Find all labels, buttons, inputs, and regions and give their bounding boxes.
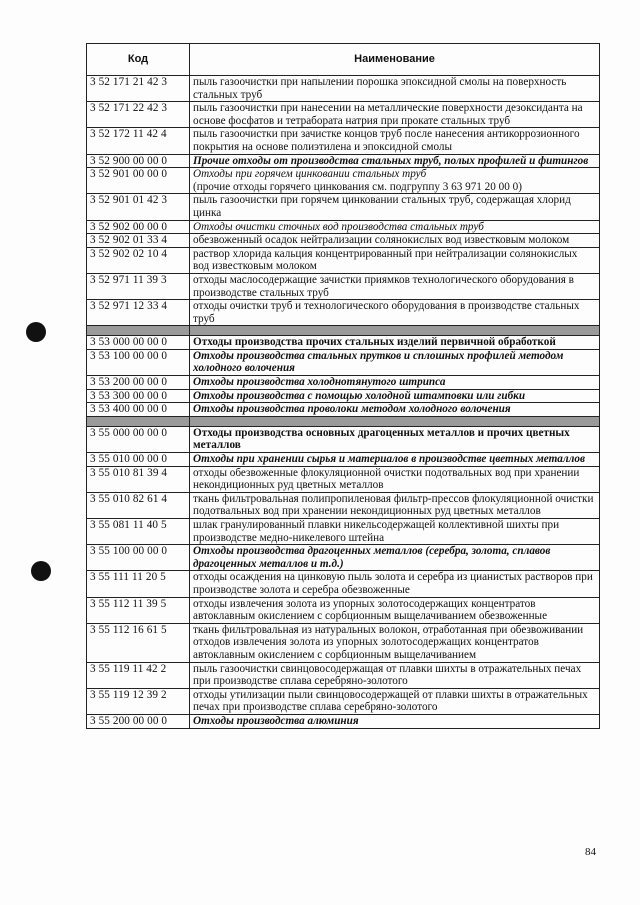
code-cell: 3 52 172 11 42 4 — [87, 128, 190, 154]
table-row — [87, 300, 600, 326]
name-cell: отходы утилизации пыли свинцовосодержащей от плавки шихты в отражательных печах при производстве сплава серебряно-золотого — [190, 688, 600, 714]
table-row — [87, 194, 600, 220]
name-cell: Отходы очистки сточных вод производства стальных труб — [190, 220, 600, 234]
page-number: 84 — [585, 846, 596, 858]
code-cell: 3 55 111 11 20 5 — [87, 571, 190, 597]
table-row — [87, 102, 600, 128]
name-cell: Отходы производства проволоки методом холодного волочения — [190, 403, 600, 417]
code-cell: 3 55 081 11 40 5 — [87, 519, 190, 545]
code-cell: 3 52 971 11 39 3 — [87, 273, 190, 299]
table-header-row — [87, 44, 600, 76]
code-cell: 3 55 010 00 00 0 — [87, 453, 190, 467]
name-note: (прочие отходы горячего цинкования см. подгруппу 3 63 971 20 00 0) — [193, 180, 522, 193]
table-row — [87, 76, 600, 102]
code-cell: 3 52 901 01 42 3 — [87, 194, 190, 220]
separator-cell — [87, 416, 190, 426]
column-header-code: Код — [87, 44, 190, 76]
code-cell: 3 53 000 00 00 0 — [87, 336, 190, 350]
table-row — [87, 128, 600, 154]
name-cell: пыль газоочистки при нанесении на металлические поверхности дезоксиданта на основе фосфатов и тетрабората натрия при прокате стальных труб — [190, 102, 600, 128]
table-row — [87, 714, 600, 728]
separator-cell — [190, 326, 600, 336]
code-cell: 3 52 971 12 33 4 — [87, 300, 190, 326]
table-row — [87, 453, 600, 467]
name-cell: отходы обезвоженные флокуляционной очистки подотвальных вод при хранении некондиционных руд цветных металлов — [190, 466, 600, 492]
code-cell: 3 53 100 00 00 0 — [87, 349, 190, 375]
name-cell: обезвоженный осадок нейтрализации солянокислых вод известковым молоком — [190, 234, 600, 248]
separator-cell — [190, 416, 600, 426]
name-cell: раствор хлорида кальция концентрированный при нейтрализации солянокислых вод известковым молоком — [190, 247, 600, 273]
section-separator-row — [87, 416, 600, 426]
code-cell: 3 55 112 11 39 5 — [87, 597, 190, 623]
name-cell: пыль газоочистки свинцовосодержащая от плавки шихты в отражательных печах при производстве сплава серебряно-золотого — [190, 662, 600, 688]
name-cell: Отходы производства стальных прутков и сплошных профилей методом холодного волочения — [190, 349, 600, 375]
name-cell: отходы извлечения золота из упорных золотосодержащих концентратов автоклавным окислением с сорбционным выщелачиванием обезвоженные — [190, 597, 600, 623]
name-cell: ткань фильтровальная из натуральных волокон, отработанная при обезвоживании отходов извлечения золота из упорных золотосодержащих концентратов автоклавным окислением с сорбционным выщелачиванием — [190, 623, 600, 662]
code-cell: 3 52 901 00 00 0 — [87, 168, 190, 194]
code-cell: 3 53 200 00 00 0 — [87, 376, 190, 390]
name-cell: Прочие отходы от производства стальных труб, полых профилей и фитингов — [190, 154, 600, 168]
table-row — [87, 662, 600, 688]
table-row — [87, 519, 600, 545]
name-cell: Отходы производства драгоценных металлов (серебра, золота, сплавов драгоценных металлов и т.д.) — [190, 545, 600, 571]
waste-classifier-table — [86, 43, 600, 729]
name-cell: Отходы производства прочих стальных изделий первичной обработкой — [190, 336, 600, 350]
table-row — [87, 688, 600, 714]
name-cell: отходы очистки труб и технологического оборудования в производстве стальных труб — [190, 300, 600, 326]
name-cell: отходы маслосодержащие зачистки приямков технологического оборудования в производстве стальных труб — [190, 273, 600, 299]
code-cell: 3 52 900 00 00 0 — [87, 154, 190, 168]
table-row — [87, 389, 600, 403]
code-cell: 3 55 010 81 39 4 — [87, 466, 190, 492]
name-cell: Отходы производства холоднотянутого штрипса — [190, 376, 600, 390]
table-row — [87, 492, 600, 518]
code-cell: 3 55 112 16 61 5 — [87, 623, 190, 662]
section-separator-row — [87, 326, 600, 336]
table-row — [87, 349, 600, 375]
code-cell: 3 55 200 00 00 0 — [87, 714, 190, 728]
name-cell: отходы осаждения на цинковую пыль золота и серебра из цианистых растворов при производстве золота и серебра обезвоженные — [190, 571, 600, 597]
table-row — [87, 623, 600, 662]
table-row — [87, 571, 600, 597]
code-cell: 3 53 300 00 00 0 — [87, 389, 190, 403]
name-cell — [190, 168, 600, 194]
name-cell: Отходы при хранении сырья и материалов в производстве цветных металлов — [190, 453, 600, 467]
punch-hole — [26, 322, 46, 342]
name-cell: ткань фильтровальная полипропиленовая фильтр-прессов флокуляционной очистки подотвальных вод при хранении некондиционных руд цветных металлов — [190, 492, 600, 518]
code-cell: 3 55 100 00 00 0 — [87, 545, 190, 571]
name-cell: пыль газоочистки при горячем цинковании стальных труб, содержащая хлорид цинка — [190, 194, 600, 220]
column-header-name: Наименование — [190, 44, 600, 76]
table-row — [87, 234, 600, 248]
name-cell: Отходы производства основных драгоценных металлов и прочих цветных металлов — [190, 426, 600, 452]
code-cell: 3 52 171 21 42 3 — [87, 76, 190, 102]
name-text: Отходы при горячем цинковании стальных труб — [193, 168, 427, 181]
code-cell: 3 53 400 00 00 0 — [87, 403, 190, 417]
name-cell: шлак гранулированный плавки никельсодержащей коллективной шихты при производстве медно-никелевого штейна — [190, 519, 600, 545]
code-cell: 3 55 119 12 39 2 — [87, 688, 190, 714]
table-row — [87, 466, 600, 492]
table-row — [87, 220, 600, 234]
code-cell: 3 52 902 02 10 4 — [87, 247, 190, 273]
table-body — [87, 76, 600, 729]
table-row — [87, 273, 600, 299]
table-row — [87, 545, 600, 571]
table-row — [87, 247, 600, 273]
separator-cell — [87, 326, 190, 336]
table-row — [87, 403, 600, 417]
name-cell: Отходы производства алюминия — [190, 714, 600, 728]
code-cell: 3 52 902 00 00 0 — [87, 220, 190, 234]
name-cell: пыль газоочистки при зачистке концов труб после нанесения антикоррозионного покрытия на основе полиэтилена и эпоксидной смолы — [190, 128, 600, 154]
punch-hole — [31, 561, 51, 581]
code-cell: 3 55 119 11 42 2 — [87, 662, 190, 688]
table-row — [87, 376, 600, 390]
code-cell: 3 55 000 00 00 0 — [87, 426, 190, 452]
table-row — [87, 168, 600, 194]
table-row — [87, 336, 600, 350]
table-row — [87, 426, 600, 452]
name-cell: пыль газоочистки при напылении порошка эпоксидной смолы на поверхность стальных труб — [190, 76, 600, 102]
code-cell: 3 52 902 01 33 4 — [87, 234, 190, 248]
code-cell: 3 52 171 22 42 3 — [87, 102, 190, 128]
code-cell: 3 55 010 82 61 4 — [87, 492, 190, 518]
table-row — [87, 597, 600, 623]
name-cell: Отходы производства с помощью холодной штамповки или гибки — [190, 389, 600, 403]
table-row — [87, 154, 600, 168]
